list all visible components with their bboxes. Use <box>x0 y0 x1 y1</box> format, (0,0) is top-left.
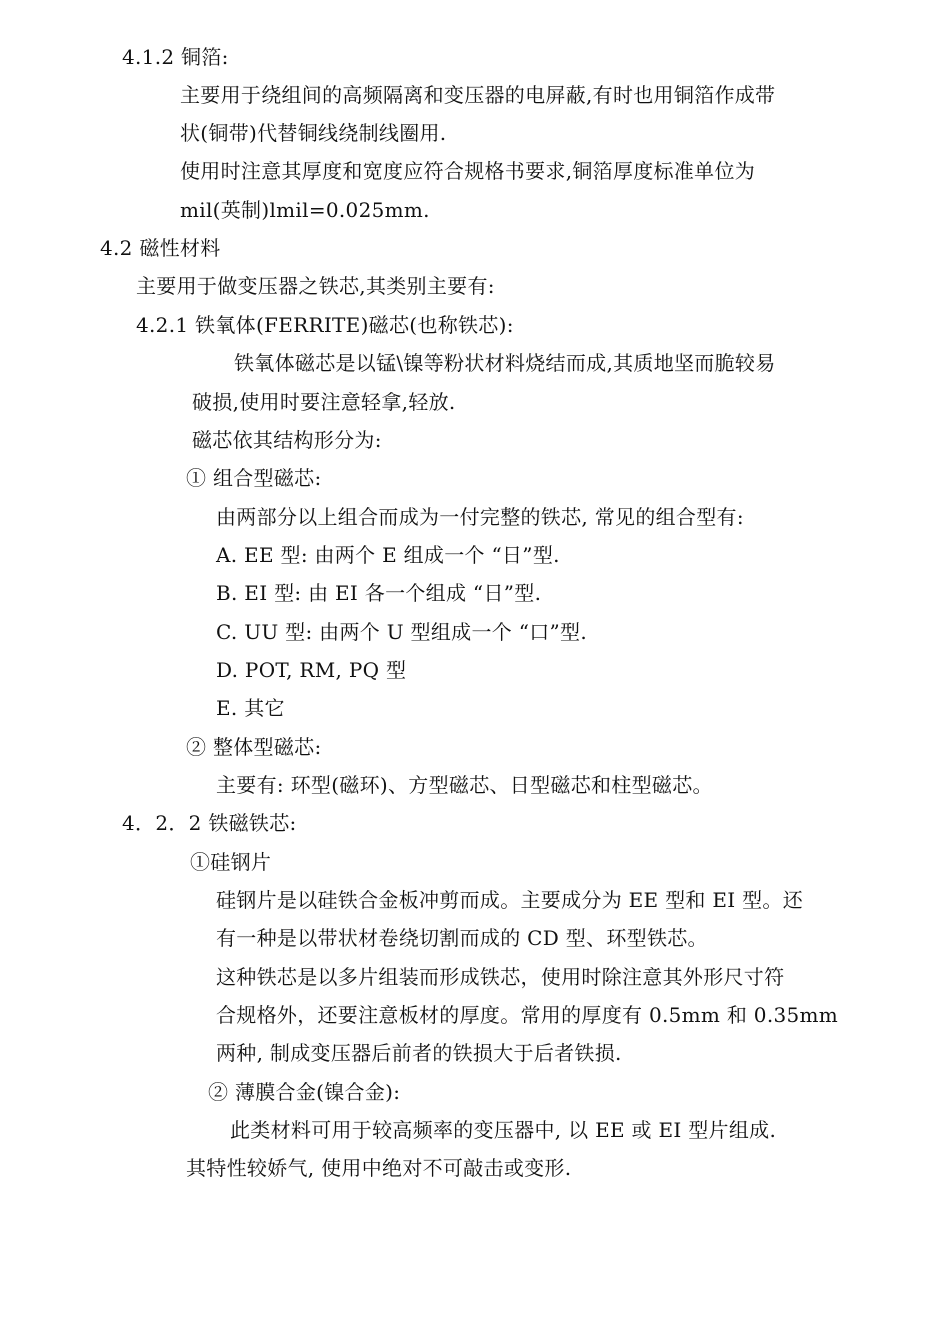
list-item: B. EI 型: 由 EI 各一个组成 “日”型. <box>216 581 542 605</box>
paragraph-line: 有一种是以带状材卷绕切割而成的 CD 型、环型铁芯。 <box>216 926 708 950</box>
paragraph-line: 主要用于做变压器之铁芯,其类别主要有: <box>136 274 495 298</box>
heading-4-2-1: 4.2.1 铁氧体(FERRITE)磁芯(也称铁芯): <box>136 313 514 337</box>
subheading-thin-film-alloy: ② 薄膜合金(镍合金): <box>208 1080 401 1104</box>
paragraph-line: 此类材料可用于较高频率的变压器中, 以 EE 或 EI 型片组成. <box>230 1118 777 1142</box>
paragraph-line: 合规格外，还要注意板材的厚度。常用的厚度有 0.5mm 和 0.35mm <box>216 1003 839 1027</box>
list-item: E. 其它 <box>216 696 285 720</box>
paragraph-line: 铁氧体磁芯是以锰\镍等粉状材料烧结而成,其质地坚而脆较易 <box>234 351 776 375</box>
subheading-silicon-steel: ①硅钢片 <box>190 850 272 874</box>
paragraph-line: 主要有: 环型(磁环)、方型磁芯、日型磁芯和柱型磁芯。 <box>216 773 713 797</box>
paragraph-line: 硅钢片是以硅铁合金板冲剪而成。主要成分为 EE 型和 EI 型。还 <box>216 888 804 912</box>
subheading-integral-core: ② 整体型磁芯: <box>186 735 322 759</box>
paragraph-line: 主要用于绕组间的高频隔离和变压器的电屏蔽,有时也用铜箔作成带 <box>180 83 776 107</box>
paragraph-line: mil(英制)lmil=0.025mm. <box>180 198 430 222</box>
subheading-combined-core: ① 组合型磁芯: <box>186 466 322 490</box>
list-item: C. UU 型: 由两个 U 型组成一个 “口”型. <box>216 620 588 644</box>
heading-4-2: 4.2 磁性材料 <box>100 236 221 260</box>
heading-4-2-2: 4．2．2 铁磁铁芯: <box>122 811 297 835</box>
heading-4-1-2: 4.1.2 铜箔: <box>122 45 229 69</box>
paragraph-line: 状(铜带)代替铜线绕制线圈用. <box>180 121 447 145</box>
list-item: D. POT, RM, PQ 型 <box>216 658 407 682</box>
paragraph-line: 这种铁芯是以多片组装而形成铁芯，使用时除注意其外形尺寸符 <box>216 965 785 989</box>
list-item: A. EE 型: 由两个 E 组成一个 “日”型. <box>216 543 560 567</box>
paragraph-line: 使用时注意其厚度和宽度应符合规格书要求,铜箔厚度标准单位为 <box>180 159 756 183</box>
paragraph-line: 破损,使用时要注意轻拿,轻放. <box>192 390 456 414</box>
paragraph-line: 两种, 制成变压器后前者的铁损大于后者铁损. <box>216 1041 622 1065</box>
paragraph-line: 由两部分以上组合而成为一付完整的铁芯, 常见的组合型有: <box>216 505 744 529</box>
paragraph-line: 磁芯依其结构形分为: <box>192 428 382 452</box>
paragraph-line: 其特性较娇气, 使用中绝对不可敲击或变形. <box>186 1156 572 1180</box>
